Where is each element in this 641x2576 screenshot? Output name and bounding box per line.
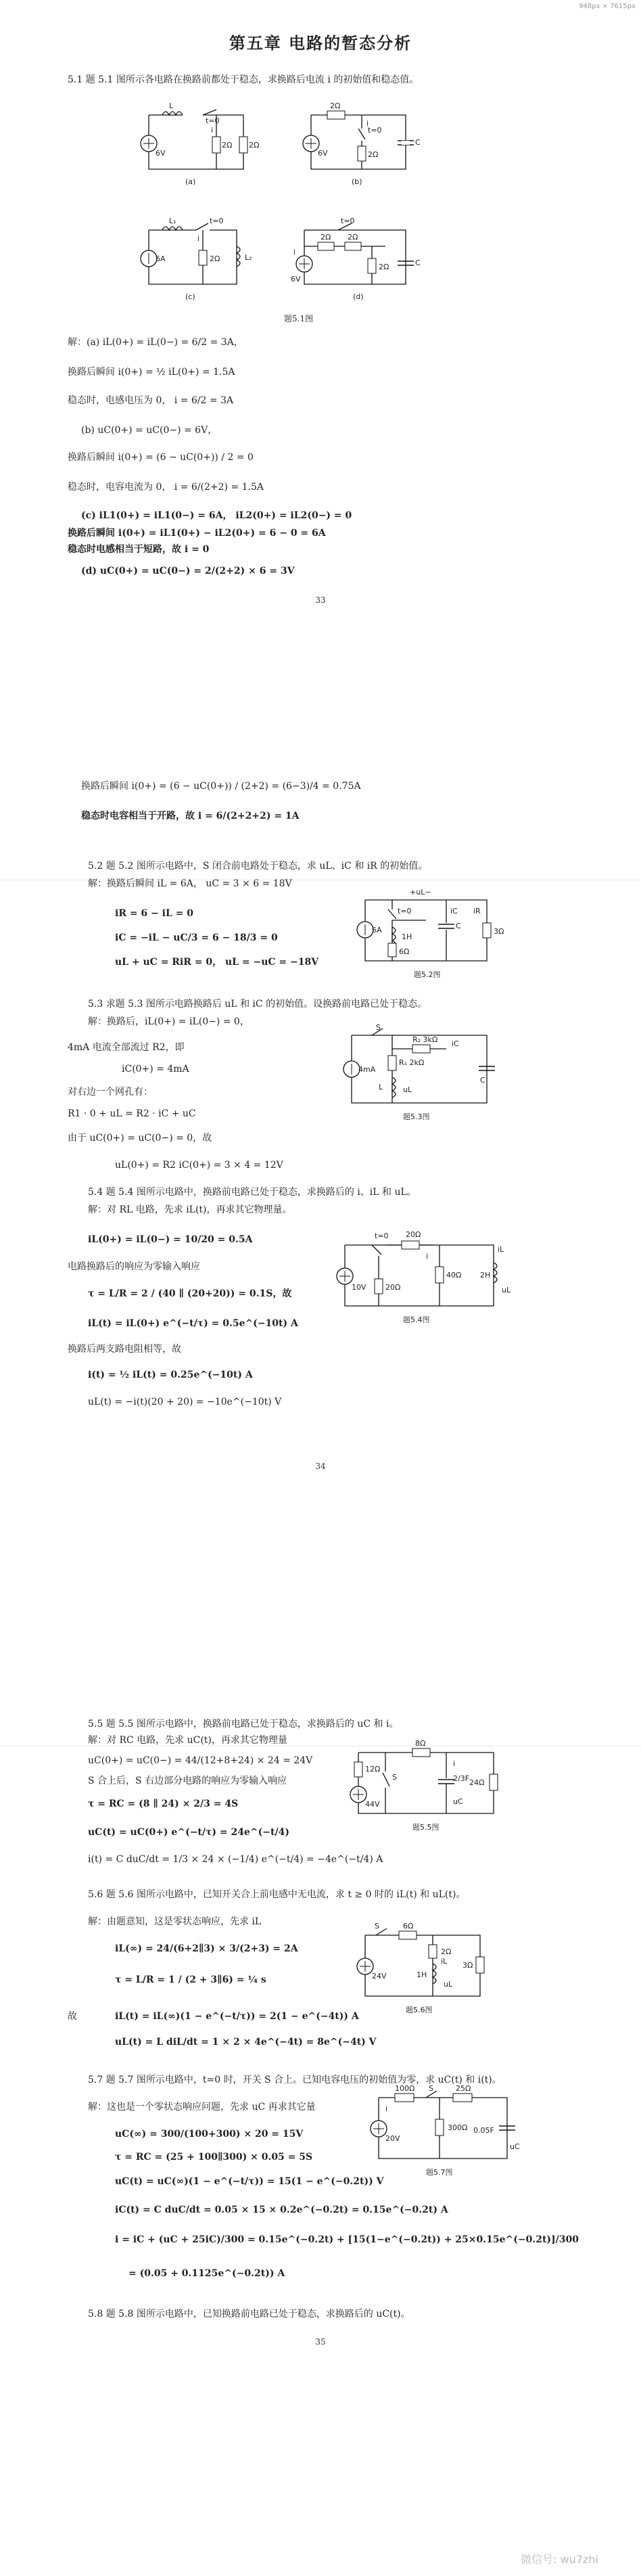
solution-line: i(t) = ½ iL(t) = 0.25e^(−10t) A	[88, 1370, 253, 1380]
caption: (c)	[185, 292, 195, 301]
label: 25Ω	[456, 2084, 471, 2093]
label: 12Ω	[365, 1765, 381, 1773]
label: 20Ω	[385, 1283, 401, 1292]
label: 6V	[156, 149, 166, 158]
label: 3Ω	[494, 927, 504, 936]
solution-line: 解：由题意知，这是零状态响应，先求 iL	[88, 1916, 262, 1927]
label: i	[385, 2104, 388, 2113]
caption: 题5.2图	[414, 970, 441, 979]
solution-line: (b) uC(0+) = uC(0−) = 6V，	[81, 425, 218, 436]
label: uL	[403, 1085, 412, 1094]
solution-line: iC(0+) = 4mA	[122, 1064, 189, 1075]
circuit-a	[135, 101, 260, 189]
page-number: 35	[315, 2337, 326, 2347]
label: S	[375, 1922, 379, 1930]
solution-line: iR = 6 − iL = 0	[115, 908, 194, 919]
figure-5-6	[352, 1922, 500, 2016]
label: 6V	[318, 149, 328, 158]
caption: 题5.4图	[403, 1315, 430, 1324]
label: i	[366, 119, 369, 128]
label: i	[293, 248, 296, 256]
solution-line: 解：对 RC 电路，先求 uC(t)，再求其它物理量	[88, 1735, 287, 1746]
figure-5-7	[365, 2084, 521, 2179]
solution-line: i(t) = C duC/dt = 1/3 × 24 × (−1/4) e^(−t/4) = −4e^(−t/4) A	[88, 1854, 383, 1865]
label: S	[429, 2084, 433, 2093]
label: i	[197, 234, 200, 243]
caption: (a)	[185, 177, 196, 186]
solution-line: 换路后瞬间 i(0+) = iL1(0+) − iL2(0+) = 6 − 0 = 6A	[68, 528, 326, 539]
label: uC	[453, 1797, 463, 1806]
label: 0.05F	[473, 2126, 494, 2135]
caption: (b)	[352, 177, 362, 186]
solution-line: iC(t) = C duC/dt = 0.05 × 15 × 0.2e^(−0.2t) = 0.15e^(−0.2t) A	[115, 2205, 448, 2215]
label: C	[415, 138, 421, 147]
solution-line: uL(t) = L diL/dt = 1 × 2 × 4e^(−4t) = 8e^(−4t) V	[115, 2037, 377, 2048]
solution-line: 电路换路后的响应为零输入响应	[68, 1261, 200, 1272]
watermark: 微信号: wu7zhi	[521, 2553, 598, 2566]
solution-line: τ = RC = (25 + 100∥300) × 0.05 = 5S	[115, 2152, 313, 2163]
solution-line: iL(t) = iL(∞)(1 − e^(−t/τ)) = 2(1 − e^(−4t)) A	[115, 2011, 359, 2022]
solution-line: iL(0+) = iL(0−) = 10/20 = 0.5A	[88, 1234, 253, 1245]
problem-5-7: 5.7 题 5.7 图所示电路中，t=0 时，开关 S 合上。已知电容电压的初始值为零，求 uC(t) 和 i(t)。	[88, 2075, 502, 2085]
solution-line: (d) uC(0+) = uC(0−) = 2/(2+2) × 6 = 3V	[81, 566, 295, 577]
figure-5-5	[345, 1739, 507, 1834]
label: 2/3F	[453, 1774, 470, 1783]
page-number: 33	[315, 595, 326, 605]
label: 2Ω	[379, 263, 389, 271]
solution-line: τ = L/R = 1 / (2 + 3∥6) = ¼ s	[115, 1974, 266, 1985]
label: t=0	[210, 217, 224, 225]
solution-line: uL + uC = RiR = 0， uL = −uC = −18V	[115, 957, 319, 968]
label: C	[415, 258, 421, 267]
label: 2Ω	[249, 141, 260, 150]
label: 3Ω	[462, 1961, 473, 1970]
circuit-b	[298, 101, 419, 189]
label: 6A	[372, 926, 382, 934]
label: 24Ω	[469, 1778, 485, 1787]
page-dimensions: 948px × 7615px	[579, 3, 636, 10]
problem-5-1: 5.1 题 5.1 图所示各电路在换路前都处于稳态，求换路后电流 i 的初始值和稳态值。	[68, 74, 419, 85]
label: 100Ω	[395, 2084, 415, 2093]
solution-line: 由于 uC(0+) = uC(0−) = 0，故	[68, 1133, 212, 1144]
solution-line: S 合上后，S 右边部分电路的响应为零输入响应	[88, 1776, 287, 1786]
label: S	[376, 1023, 381, 1032]
label: t=0	[375, 1231, 389, 1240]
solution-line: 换路后瞬间 i(0+) = ½ iL(0+) = 1.5A	[68, 367, 235, 378]
caption: 题5.6图	[406, 2006, 433, 2014]
solution-line: 换路后瞬间 i(0+) = (6 − uC(0+)) / (2+2) = (6−3)/4 = 0.75A	[81, 781, 361, 792]
problem-5-8: 5.8 题 5.8 图所示电路中，已知换路前电路已处于稳态，求换路后的 uC(t)。	[88, 2309, 410, 2320]
label: iR	[473, 907, 481, 916]
label: t=0	[368, 126, 382, 135]
solution-line: iL(∞) = 24/(6+2∥3) × 3/(2+3) = 2A	[115, 1943, 298, 1954]
solution-line: 稳态时电容相当于开路，故 i = 6/(2+2+2) = 1A	[81, 811, 300, 821]
circuit-d	[291, 217, 426, 304]
solution-line: 故	[68, 2011, 77, 2022]
figure-5-3	[338, 1022, 500, 1123]
solution-line: uC(t) = uC(∞)(1 − e^(−t/τ)) = 15(1 − e^(−0.2t)) V	[115, 2176, 384, 2187]
label: C	[480, 1076, 485, 1085]
label: 24V	[372, 1972, 387, 1981]
label: i	[426, 1252, 429, 1261]
caption: 题5.3图	[403, 1112, 430, 1121]
label: t=0	[398, 907, 412, 916]
solution-line: 换路后瞬间 i(0+) = (6 − uC(0+)) / 2 = 0	[68, 452, 254, 463]
caption: 题5.7图	[426, 2168, 453, 2177]
label: +uL−	[410, 888, 431, 897]
solution-line: 解：换路后瞬间 iL = 6A， uC = 3 × 6 = 18V	[88, 878, 292, 889]
solution-line: 稳态时电感相当于短路，故 i = 0	[68, 544, 210, 555]
label: C	[456, 922, 461, 930]
label: iL	[441, 1957, 448, 1966]
solution-line: τ = L/R = 2 / (40 ∥ (20+20)) = 0.1S，故	[88, 1288, 292, 1299]
label: S	[392, 1773, 397, 1782]
caption: (d)	[353, 292, 364, 301]
problem-5-5: 5.5 题 5.5 图所示电路中，换路前电路已处于稳态，求换路后的 uC 和 i。	[88, 1719, 399, 1730]
label: t=0	[341, 217, 355, 225]
solution-line: 解：换路后，iL(0+) = iL(0−) = 0，	[88, 1016, 250, 1027]
label: 2Ω	[441, 1947, 452, 1956]
label: 8Ω	[415, 1739, 426, 1748]
label: 300Ω	[448, 2123, 468, 2132]
solution-line: uC(0+) = uC(0−) = 44/(12+8+24) × 24 = 24V	[88, 1755, 313, 1766]
circuit-c	[135, 217, 257, 304]
label: uL	[502, 1286, 511, 1294]
label: 2Ω	[222, 141, 233, 150]
solution-line: iC = −iL − uC/3 = 6 − 18/3 = 0	[115, 932, 278, 943]
label: 44V	[365, 1800, 380, 1809]
label: 10V	[352, 1283, 366, 1292]
problem-5-3: 5.3 求题 5.3 图所示电路换路后 uL 和 iC 的初始值。设换路前电路已处于稳态。	[88, 999, 427, 1010]
label: i	[453, 1759, 456, 1768]
label: i	[211, 126, 214, 135]
problem-5-4: 5.4 题 5.4 图所示电路中，换路前电路已处于稳态，求换路后的 i、iL 和 uL。	[88, 1187, 417, 1198]
label: uL	[444, 1980, 453, 1989]
solution-line: 稳态时，电容电流为 0， i = 6/(2+2) = 1.5A	[68, 482, 264, 493]
solution-line: 解：对 RL 电路，先求 iL(t)，再求其它物理量。	[88, 1204, 292, 1215]
label: 2Ω	[368, 150, 379, 159]
label: 2H	[480, 1271, 491, 1280]
solution-line: uC(∞) = 300/(100+300) × 20 = 15V	[115, 2129, 304, 2140]
solution-line: 换路后两支路电阻相等，故	[68, 1344, 181, 1355]
label: 2Ω	[330, 101, 341, 110]
label: R₂ 3kΩ	[412, 1035, 438, 1044]
label: iL	[498, 1245, 504, 1254]
label: iC	[452, 1039, 459, 1048]
label: L	[169, 101, 174, 110]
solution-line: 对右边一个网孔有：	[68, 1087, 153, 1098]
label: L	[379, 1083, 383, 1091]
problem-5-2: 5.2 题 5.2 图所示电路中，S 闭合前电路处于稳态，求 uL、iC 和 iR 的初始值。	[88, 861, 428, 872]
label: 20Ω	[406, 1230, 421, 1239]
label: 6Ω	[403, 1922, 414, 1930]
solution-line: iL(t) = iL(0+) e^(−t/τ) = 0.5e^(−10t) A	[88, 1318, 298, 1329]
label: 20V	[385, 2134, 400, 2143]
solution-line: 稳态时，电感电压为 0， i = 6/2 = 3A	[68, 395, 234, 406]
label: 1H	[402, 932, 412, 941]
label: t=0	[206, 116, 220, 125]
solution-line: 解：这也是一个零状态响应问题，先求 uC 再求其它量	[88, 2102, 316, 2112]
solution-line: 4mA 电流全部流过 R2，即	[68, 1042, 185, 1053]
solution-line: uC(t) = uC(0+) e^(−t/τ) = 24e^(−t/4)	[88, 1827, 289, 1838]
solution-line: i = iC + (uC + 25iC)/300 = 0.15e^(−0.2t) + [15(1−e^(−0.2t)) + 25×0.15e^(−0.2t)]/300	[115, 2234, 579, 2245]
solution-line: τ = RC = (8 ∥ 24) × 2/3 = 4S	[88, 1799, 239, 1809]
label: 40Ω	[446, 1271, 462, 1280]
solution-line: 解：(a) iL(0+) = iL(0−) = 6/2 = 3A，	[68, 337, 243, 348]
solution-line: R1 · 0 + uL = R2 · iC + uC	[68, 1108, 196, 1119]
figure-5-2	[352, 886, 507, 981]
label: L₂	[245, 253, 252, 262]
label: 6A	[156, 254, 166, 263]
label: 1H	[417, 1970, 427, 1979]
label: iC	[450, 907, 458, 916]
solution-line: = (0.05 + 0.1125e^(−0.2t)) A	[128, 2268, 285, 2279]
problem-5-6: 5.6 题 5.6 图所示电路中，已知开关合上前电感中无电流，求 t ≥ 0 时的 iL(t) 和 uL(t)。	[88, 1889, 466, 1900]
page-number: 34	[315, 1462, 326, 1471]
label: R₁ 2kΩ	[399, 1058, 425, 1067]
solution-line: (c) iL1(0+) = iL1(0−) = 6A， iL2(0+) = iL2(0−) = 0	[81, 510, 352, 521]
figure-5-4	[331, 1225, 511, 1326]
label: 6V	[291, 275, 301, 284]
chapter-title: 第五章 电路的暂态分析	[229, 33, 412, 53]
solution-line: uL(t) = −i(t)(20 + 20) = −10e^(−10t) V	[88, 1397, 282, 1407]
solution-line: uL(0+) = R2 iC(0+) = 3 × 4 = 12V	[115, 1160, 283, 1171]
label: 2Ω	[210, 254, 220, 263]
label: 4mA	[358, 1065, 376, 1074]
figure-caption: 题5.1图	[284, 314, 314, 323]
label: 6Ω	[399, 947, 410, 956]
label: 2Ω	[348, 233, 358, 242]
label: uC	[510, 2142, 520, 2151]
caption: 题5.5图	[412, 1823, 440, 1832]
label: L₁	[169, 217, 176, 225]
label: 2Ω	[320, 233, 331, 242]
